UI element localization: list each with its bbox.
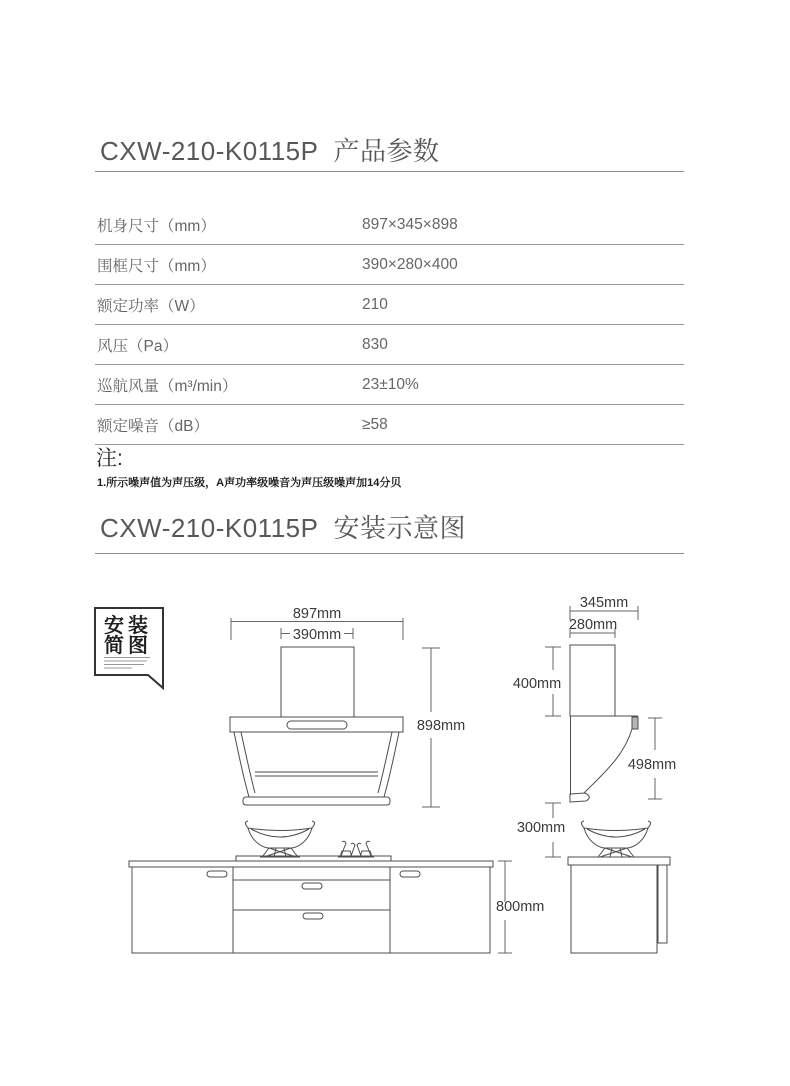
dim-side-chimney-height <box>513 647 561 716</box>
note-item: 1.所示噪声值为声压级，A声功率级噪音为声压级噪声加14分贝 <box>97 477 402 489</box>
stamp-text-line1: 安装 <box>104 615 152 637</box>
params-title-divider <box>95 171 684 172</box>
installation-diagram <box>0 580 790 986</box>
spec-value: 830 <box>362 335 388 353</box>
cabinet-side-view <box>568 821 670 953</box>
spec-label: 围框尺寸（mm） <box>97 257 216 275</box>
countertop-front <box>129 861 493 867</box>
spec-table <box>95 205 684 445</box>
cabinet-body-side <box>571 865 657 953</box>
dim-side-chimney-depth <box>569 617 617 638</box>
spec-value: 23±10% <box>362 375 419 393</box>
dim-front-height <box>417 648 465 807</box>
spec-value: 897×345×898 <box>362 215 458 233</box>
table-row <box>95 245 684 285</box>
stamp-text-line2: 简图 <box>104 635 152 657</box>
table-row <box>95 325 684 365</box>
hood-side-view <box>570 645 638 802</box>
dim-side-depth-label: 345mm <box>579 595 629 611</box>
install-stamp <box>95 608 163 688</box>
dim-cabinet-height <box>496 861 544 953</box>
dim-front-chimney-width-label: 390mm <box>292 627 342 643</box>
chimney-front <box>281 647 354 717</box>
drawer-handle-top <box>302 883 322 889</box>
hood-base-side <box>570 793 589 802</box>
chimney-side <box>570 645 615 716</box>
control-strip <box>287 721 347 729</box>
dim-side-body-height <box>628 718 676 799</box>
spec-label: 额定噪音（dB） <box>97 417 209 435</box>
dim-front-chimney-width <box>281 627 353 643</box>
dim-hood-counter-gap-label: 300mm <box>516 820 566 836</box>
dim-front-height-label: 898mm <box>416 718 466 734</box>
table-row <box>95 405 684 445</box>
table-row <box>95 285 684 325</box>
dim-side-chimney-height-label: 400mm <box>512 676 562 692</box>
params-section-title: CXW-210-K0115P 产品参数 <box>100 136 440 166</box>
spec-value: ≥58 <box>362 415 388 433</box>
spec-value: 390×280×400 <box>362 255 458 273</box>
install-section-title: CXW-210-K0115P 安装示意图 <box>100 513 466 543</box>
dim-side-body-height-label: 498mm <box>627 757 677 773</box>
dim-cabinet-height-label: 800mm <box>496 899 545 915</box>
dim-hood-counter-gap <box>517 803 565 857</box>
countertop-side <box>568 857 670 865</box>
spec-label: 风压（Pa） <box>97 337 178 355</box>
top-panel-front <box>230 717 403 732</box>
spec-label: 机身尺寸（mm） <box>97 217 216 235</box>
cabinet-front-view <box>129 821 493 953</box>
install-title-divider <box>95 553 684 554</box>
burner-grate-icon <box>338 841 374 857</box>
drawer-handle-bottom <box>303 913 323 919</box>
door-handle-right <box>400 871 420 877</box>
door-handle-left <box>207 871 227 877</box>
notes-heading: 注: <box>96 447 123 470</box>
spec-label: 巡航风量（m³/min） <box>97 377 238 395</box>
hood-base-front <box>243 797 390 805</box>
back-panel-side <box>658 865 667 943</box>
hood-front-view <box>230 647 403 805</box>
table-row <box>95 365 684 405</box>
table-row <box>95 205 684 245</box>
wall-bracket <box>632 717 638 729</box>
spec-value: 210 <box>362 295 388 313</box>
dim-side-chimney-depth-label: 280mm <box>568 617 618 633</box>
dim-front-width-label: 897mm <box>292 606 342 622</box>
spec-label: 额定功率（W） <box>97 297 205 315</box>
